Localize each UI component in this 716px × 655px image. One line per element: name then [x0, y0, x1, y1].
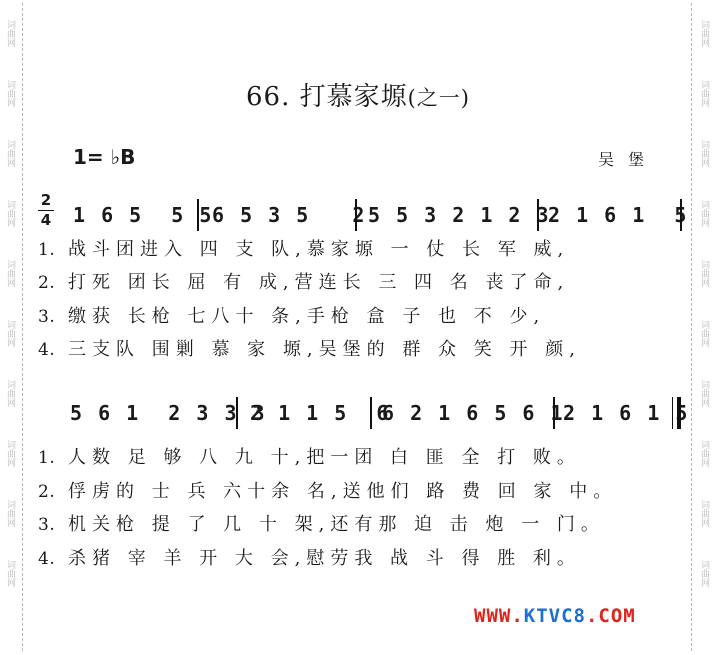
- song-title-main: 66. 打慕家塬: [245, 82, 408, 112]
- watermark: 词曲网: [699, 200, 709, 227]
- barline: [197, 199, 199, 231]
- watermark: 词曲网: [699, 20, 709, 47]
- lyric-line: [38, 443, 581, 469]
- watermark: 词曲网: [699, 380, 709, 407]
- watermark: 词曲网: [699, 320, 709, 347]
- measure: 5 6 1 2 3 3 3: [70, 401, 267, 425]
- verse-number: 3.: [38, 515, 56, 535]
- verse-text: 缴获 长枪 七八十 条,手枪 盒 子 也 不 少,: [68, 306, 546, 327]
- verse-text: 人数 足 够 八 九 十,把一团 白 匪 全 打 败。: [68, 447, 581, 468]
- verse-number: 4.: [38, 549, 56, 569]
- barline: [355, 199, 357, 231]
- watermark: 词曲网: [699, 440, 709, 467]
- verse-number: 2.: [38, 482, 56, 502]
- verse-text: 打死 团长 屈 有 成,营连长 三 四 名 丧了命,: [68, 272, 570, 293]
- barline: [680, 199, 682, 231]
- watermark: 词曲网: [5, 500, 15, 527]
- measure: 6 5 3 5 2: [212, 203, 367, 227]
- lyric-line: [38, 302, 545, 328]
- time-signature-top: 2: [40, 191, 52, 209]
- final-barline-thick: [677, 397, 681, 429]
- lyric-line: [38, 268, 569, 294]
- watermark: 词曲网: [699, 80, 709, 107]
- verse-number: 2.: [38, 273, 56, 293]
- barline: [537, 199, 539, 231]
- key-signature: 1= ♭B: [73, 145, 136, 169]
- barline: [370, 397, 372, 429]
- measure: 5 5 3 2 1 2 3: [368, 203, 551, 227]
- watermark: 词曲网: [5, 260, 15, 287]
- measure: 6 2 1 6 5 6 1: [382, 401, 565, 425]
- site-prefix: WWW.: [474, 605, 524, 627]
- song-title-sub: (之一): [407, 86, 470, 110]
- time-signature: [38, 192, 54, 229]
- measure: 2 1 6 1 5: [563, 401, 690, 425]
- verse-number: 1.: [38, 240, 56, 260]
- verse-number: 1.: [38, 448, 56, 468]
- watermark: 词曲网: [5, 560, 15, 587]
- time-signature-bottom: 4: [40, 211, 52, 229]
- watermark: 词曲网: [5, 140, 15, 167]
- verse-text: 杀猪 宰 羊 开 大 会,慰劳我 战 斗 得 胜 利。: [68, 548, 581, 569]
- verse-text: 战斗团进入 四 支 队,慕家塬 一 仗 长 军 威,: [68, 239, 570, 260]
- measure: 1 6 5 5 5: [73, 203, 214, 227]
- watermark: 词曲网: [5, 200, 15, 227]
- verse-number: 4.: [38, 340, 56, 360]
- lyric-line: [38, 544, 581, 570]
- lyric-line: [38, 235, 569, 261]
- watermark: 词曲网: [5, 20, 15, 47]
- watermark: 词曲网: [699, 500, 709, 527]
- watermark: 词曲网: [5, 440, 15, 467]
- site-highlight: KTVC8: [523, 605, 586, 627]
- final-barline-thin: [672, 397, 673, 429]
- watermark: 词曲网: [5, 80, 15, 107]
- watermark: 词曲网: [5, 320, 15, 347]
- watermark: 词曲网: [699, 560, 709, 587]
- watermark: 词曲网: [5, 380, 15, 407]
- verse-text: 俘虏的 士 兵 六十余 名,送他们 路 费 回 家 中。: [68, 481, 618, 502]
- song-title: [0, 76, 716, 113]
- measure: 2 1 6 1 5: [548, 203, 689, 227]
- lyric-line: [38, 335, 581, 361]
- lyric-line: [38, 510, 605, 536]
- site-watermark: [474, 605, 636, 627]
- barline: [236, 397, 238, 429]
- site-suffix: .COM: [585, 605, 636, 627]
- measure: 2 1 1 5 6: [250, 401, 391, 425]
- watermark: 词曲网: [699, 260, 709, 287]
- verse-number: 3.: [38, 307, 56, 327]
- verse-text: 三支队 围剿 慕 家 塬,吴堡的 群 众 笑 开 颜,: [68, 339, 581, 360]
- composer: 吴堡: [598, 150, 659, 169]
- lyric-line: [38, 477, 617, 503]
- watermark: 词曲网: [699, 140, 709, 167]
- barline: [553, 397, 555, 429]
- verse-text: 机关枪 提 了 几 十 架,还有那 迫 击 炮 一 门。: [68, 514, 605, 535]
